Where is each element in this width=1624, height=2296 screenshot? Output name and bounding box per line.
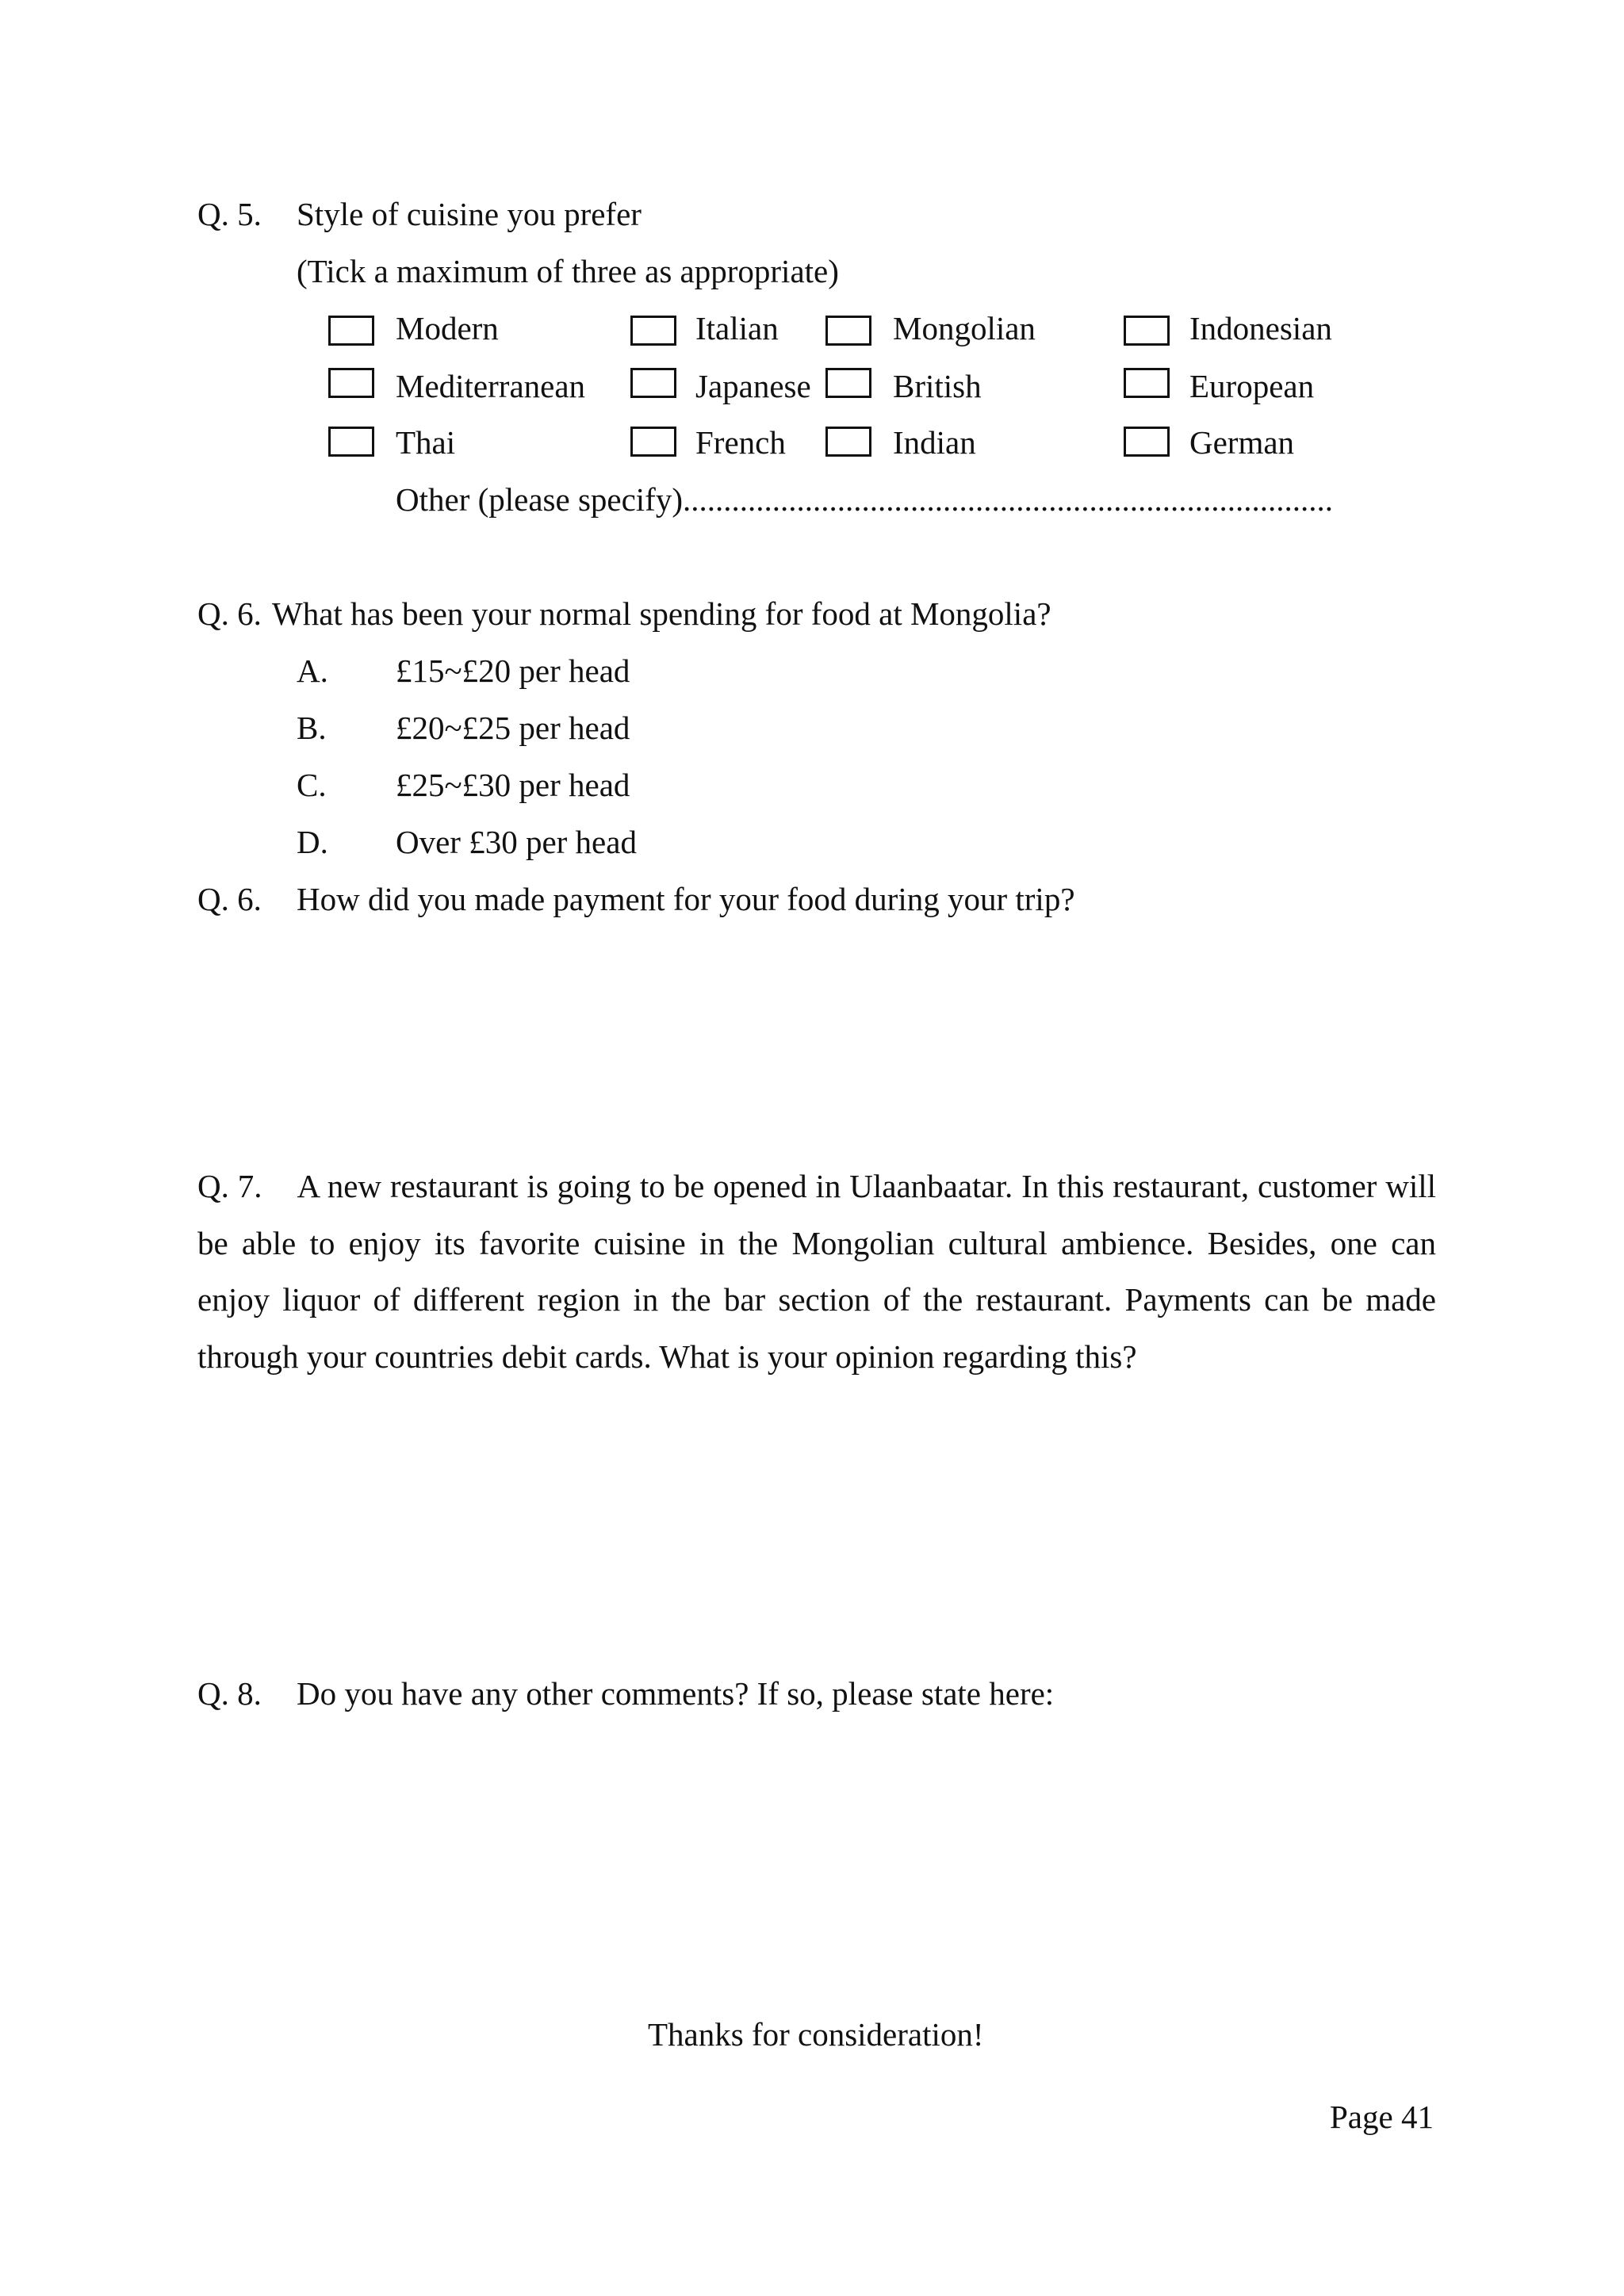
option-indian: Indian bbox=[893, 424, 976, 461]
q6a-option-a[interactable]: £15~£20 per head bbox=[396, 652, 630, 689]
checkbox-european[interactable] bbox=[1124, 368, 1170, 398]
checkbox-mediterranean[interactable] bbox=[328, 368, 374, 398]
closing-text: Thanks for consideration! bbox=[648, 2016, 984, 2053]
checkbox-british[interactable] bbox=[825, 368, 871, 398]
q6a-option-d[interactable]: Over £30 per head bbox=[396, 824, 637, 860]
q5-title: Style of cuisine you prefer bbox=[297, 196, 642, 232]
q6a-option-c[interactable]: £25~£30 per head bbox=[396, 767, 630, 803]
checkbox-thai[interactable] bbox=[328, 427, 374, 457]
option-thai: Thai bbox=[396, 424, 456, 461]
checkbox-indian[interactable] bbox=[825, 427, 871, 457]
q6a-number: Q. 6. bbox=[197, 595, 262, 632]
option-japanese: Japanese bbox=[695, 368, 811, 404]
option-french: French bbox=[695, 424, 786, 461]
q5-other-specify[interactable]: Other (please specify)................................................................................ bbox=[396, 481, 1333, 518]
q6a-option-c-letter: C. bbox=[297, 767, 327, 803]
q6a-option-d-letter: D. bbox=[297, 824, 328, 860]
q7-number: Q. 7. bbox=[197, 1168, 262, 1204]
q7-paragraph bbox=[197, 1158, 1436, 1385]
q6a-option-b[interactable]: £20~£25 per head bbox=[396, 710, 630, 746]
option-indonesian: Indonesian bbox=[1189, 310, 1332, 346]
q6b-number: Q. 6. bbox=[197, 881, 262, 917]
checkbox-german[interactable] bbox=[1124, 427, 1170, 457]
q5-number: Q. 5. bbox=[197, 196, 262, 232]
checkbox-italian[interactable] bbox=[630, 316, 676, 346]
checkbox-mongolian[interactable] bbox=[825, 316, 871, 346]
option-european: European bbox=[1189, 368, 1315, 404]
q6a-option-a-letter: A. bbox=[297, 652, 328, 689]
q6a-option-b-letter: B. bbox=[297, 710, 327, 746]
q6b-title: How did you made payment for your food during your trip? bbox=[297, 881, 1075, 917]
q8-title: Do you have any other comments? If so, please state here: bbox=[297, 1675, 1055, 1712]
option-modern: Modern bbox=[396, 310, 499, 346]
option-german: German bbox=[1189, 424, 1295, 461]
q5-instruction: (Tick a maximum of three as appropriate) bbox=[297, 253, 839, 289]
option-italian: Italian bbox=[695, 310, 779, 346]
page-number: Page 41 bbox=[1330, 2099, 1434, 2135]
checkbox-japanese[interactable] bbox=[630, 368, 676, 398]
checkbox-french[interactable] bbox=[630, 427, 676, 457]
checkbox-modern[interactable] bbox=[328, 316, 374, 346]
q8-number: Q. 8. bbox=[197, 1675, 262, 1712]
option-mongolian: Mongolian bbox=[893, 310, 1036, 346]
option-mediterranean: Mediterranean bbox=[396, 368, 586, 404]
checkbox-indonesian[interactable] bbox=[1124, 316, 1170, 346]
q7-text: A new restaurant is going to be opened in Ulaanbaatar. In this restaurant, customer will be able to enjoy its favorite cuisine in the Mongolian cultural ambience. Besides, one can enjoy liquor of different region in the bar section of the restaurant. Payments can be made through your countries debit cards. What is your opinion regarding this? bbox=[197, 1168, 1436, 1375]
q6a-title: What has been your normal spending for food at Mongolia? bbox=[272, 595, 1051, 632]
option-british: British bbox=[893, 368, 982, 404]
